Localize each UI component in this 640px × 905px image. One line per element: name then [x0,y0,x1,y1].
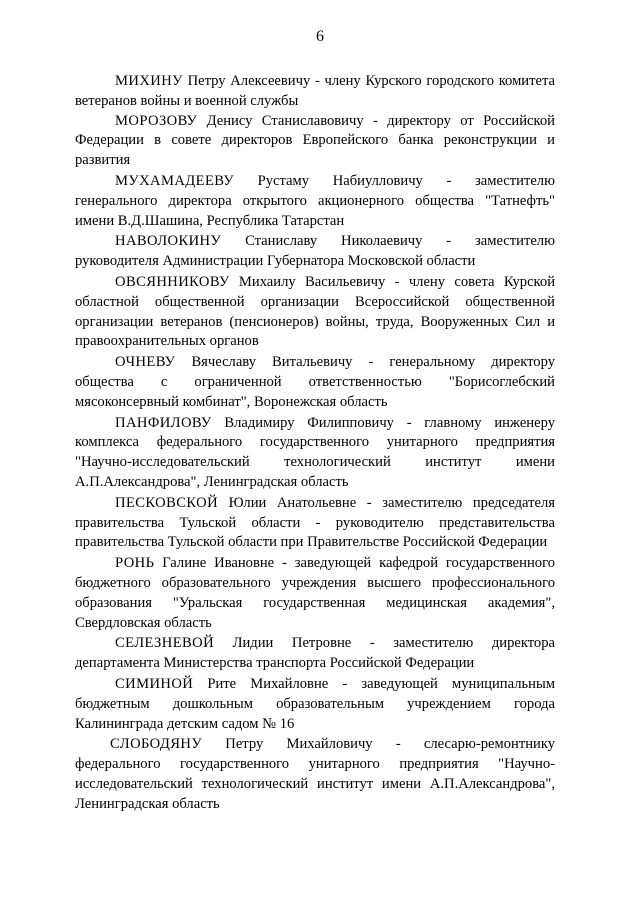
surname: ПЕСКОВСКОЙ [115,494,219,511]
surname: НАВОЛОКИНУ [115,233,222,250]
list-item [75,414,555,493]
surname: ПАНФИЛОВУ [115,414,212,431]
entry-details: Галине Ивановне - заведующей кафедрой государственного бюджетного образовательного учреждения высшего профессионального образования "Уральская государственная медицинская академия", Свердловская область [75,555,555,631]
list-item [75,112,555,171]
surname: МУХАМАДЕЕВУ [115,172,234,189]
list-item [75,353,555,412]
entry-details: Станиславу Николаевичу - заместителю руководителя Администрации Губернатора Московской области [75,233,555,270]
list-item [75,634,555,674]
list-item [75,72,555,112]
surname: МОРОЗОВУ [115,112,198,129]
surname: ОВСЯННИКОВУ [115,273,230,290]
entry-details: Рите Михайловне - заведующей муниципальным бюджетным дошкольным образовательным учреждением города Калининграда детским садом № 16 [75,675,555,732]
surname: МИХИНУ [115,73,183,89]
surname: СЕЛЕЗНЕВОЙ [115,635,215,652]
entry-details: Рустаму Набиулловичу - заместителю генерального директора открытого акционерного общества "Татнефть" имени В.Д.Шашина, Республика Татарстан [75,172,555,229]
page-number: 6 [316,28,324,45]
entry-details: Владимиру Филипповичу - главному инженеру комплекса федерального государственного унитарного предприятия "Научно-исследовательский технологический институт имени А.П.Александрова", Ленинградская область [75,414,555,490]
entry-details: Денису Станиславовичу - директору от Российской Федерации в совете директоров Европейского банка реконструкции и развития [75,112,555,169]
entry-details: Петру Михайловичу - слесарю-ремонтнику федерального государственного унитарного предприятия "Научно-исследовательский технологический институт имени А.П.Александрова", Ленинградская область [75,736,555,812]
entry-details: Лидии Петровне - заместителю директора департамента Министерства транспорта Российской Федерации [75,635,555,672]
list-item [75,232,555,272]
list-item [75,172,555,231]
surname: СЛОБОДЯНУ [110,736,203,753]
list-item [75,675,555,734]
entry-details: Петру Алексеевичу - члену Курского городского комитета ветеранов войны и военной службы [75,73,555,109]
award-list [75,72,555,814]
surname: ОЧНЕВУ [115,354,176,371]
list-item [75,735,555,814]
entry-details: Михаилу Васильевичу - члену совета Курской областной общественной организации Всероссийской общественной организации ветеранов (пенсионеров) войны, труда, Вооруженных Сил и правоохранительных органов [75,273,555,350]
list-item [75,273,555,352]
list-item [75,494,555,553]
entry-details: Вячеславу Витальевичу - генеральному директору общества с ограниченной ответственностью "Борисоглебский мясоконсервный комбинат", Воронежская область [75,354,555,410]
surname: СИМИНОЙ [115,675,194,692]
surname: РОНЬ [115,555,155,572]
list-item [75,554,555,633]
entry-details: Юлии Анатольевне - заместителю председателя правительства Тульской области - руководителю представительства правительства Тульской области при Правительстве Российской Федерации [75,494,555,551]
